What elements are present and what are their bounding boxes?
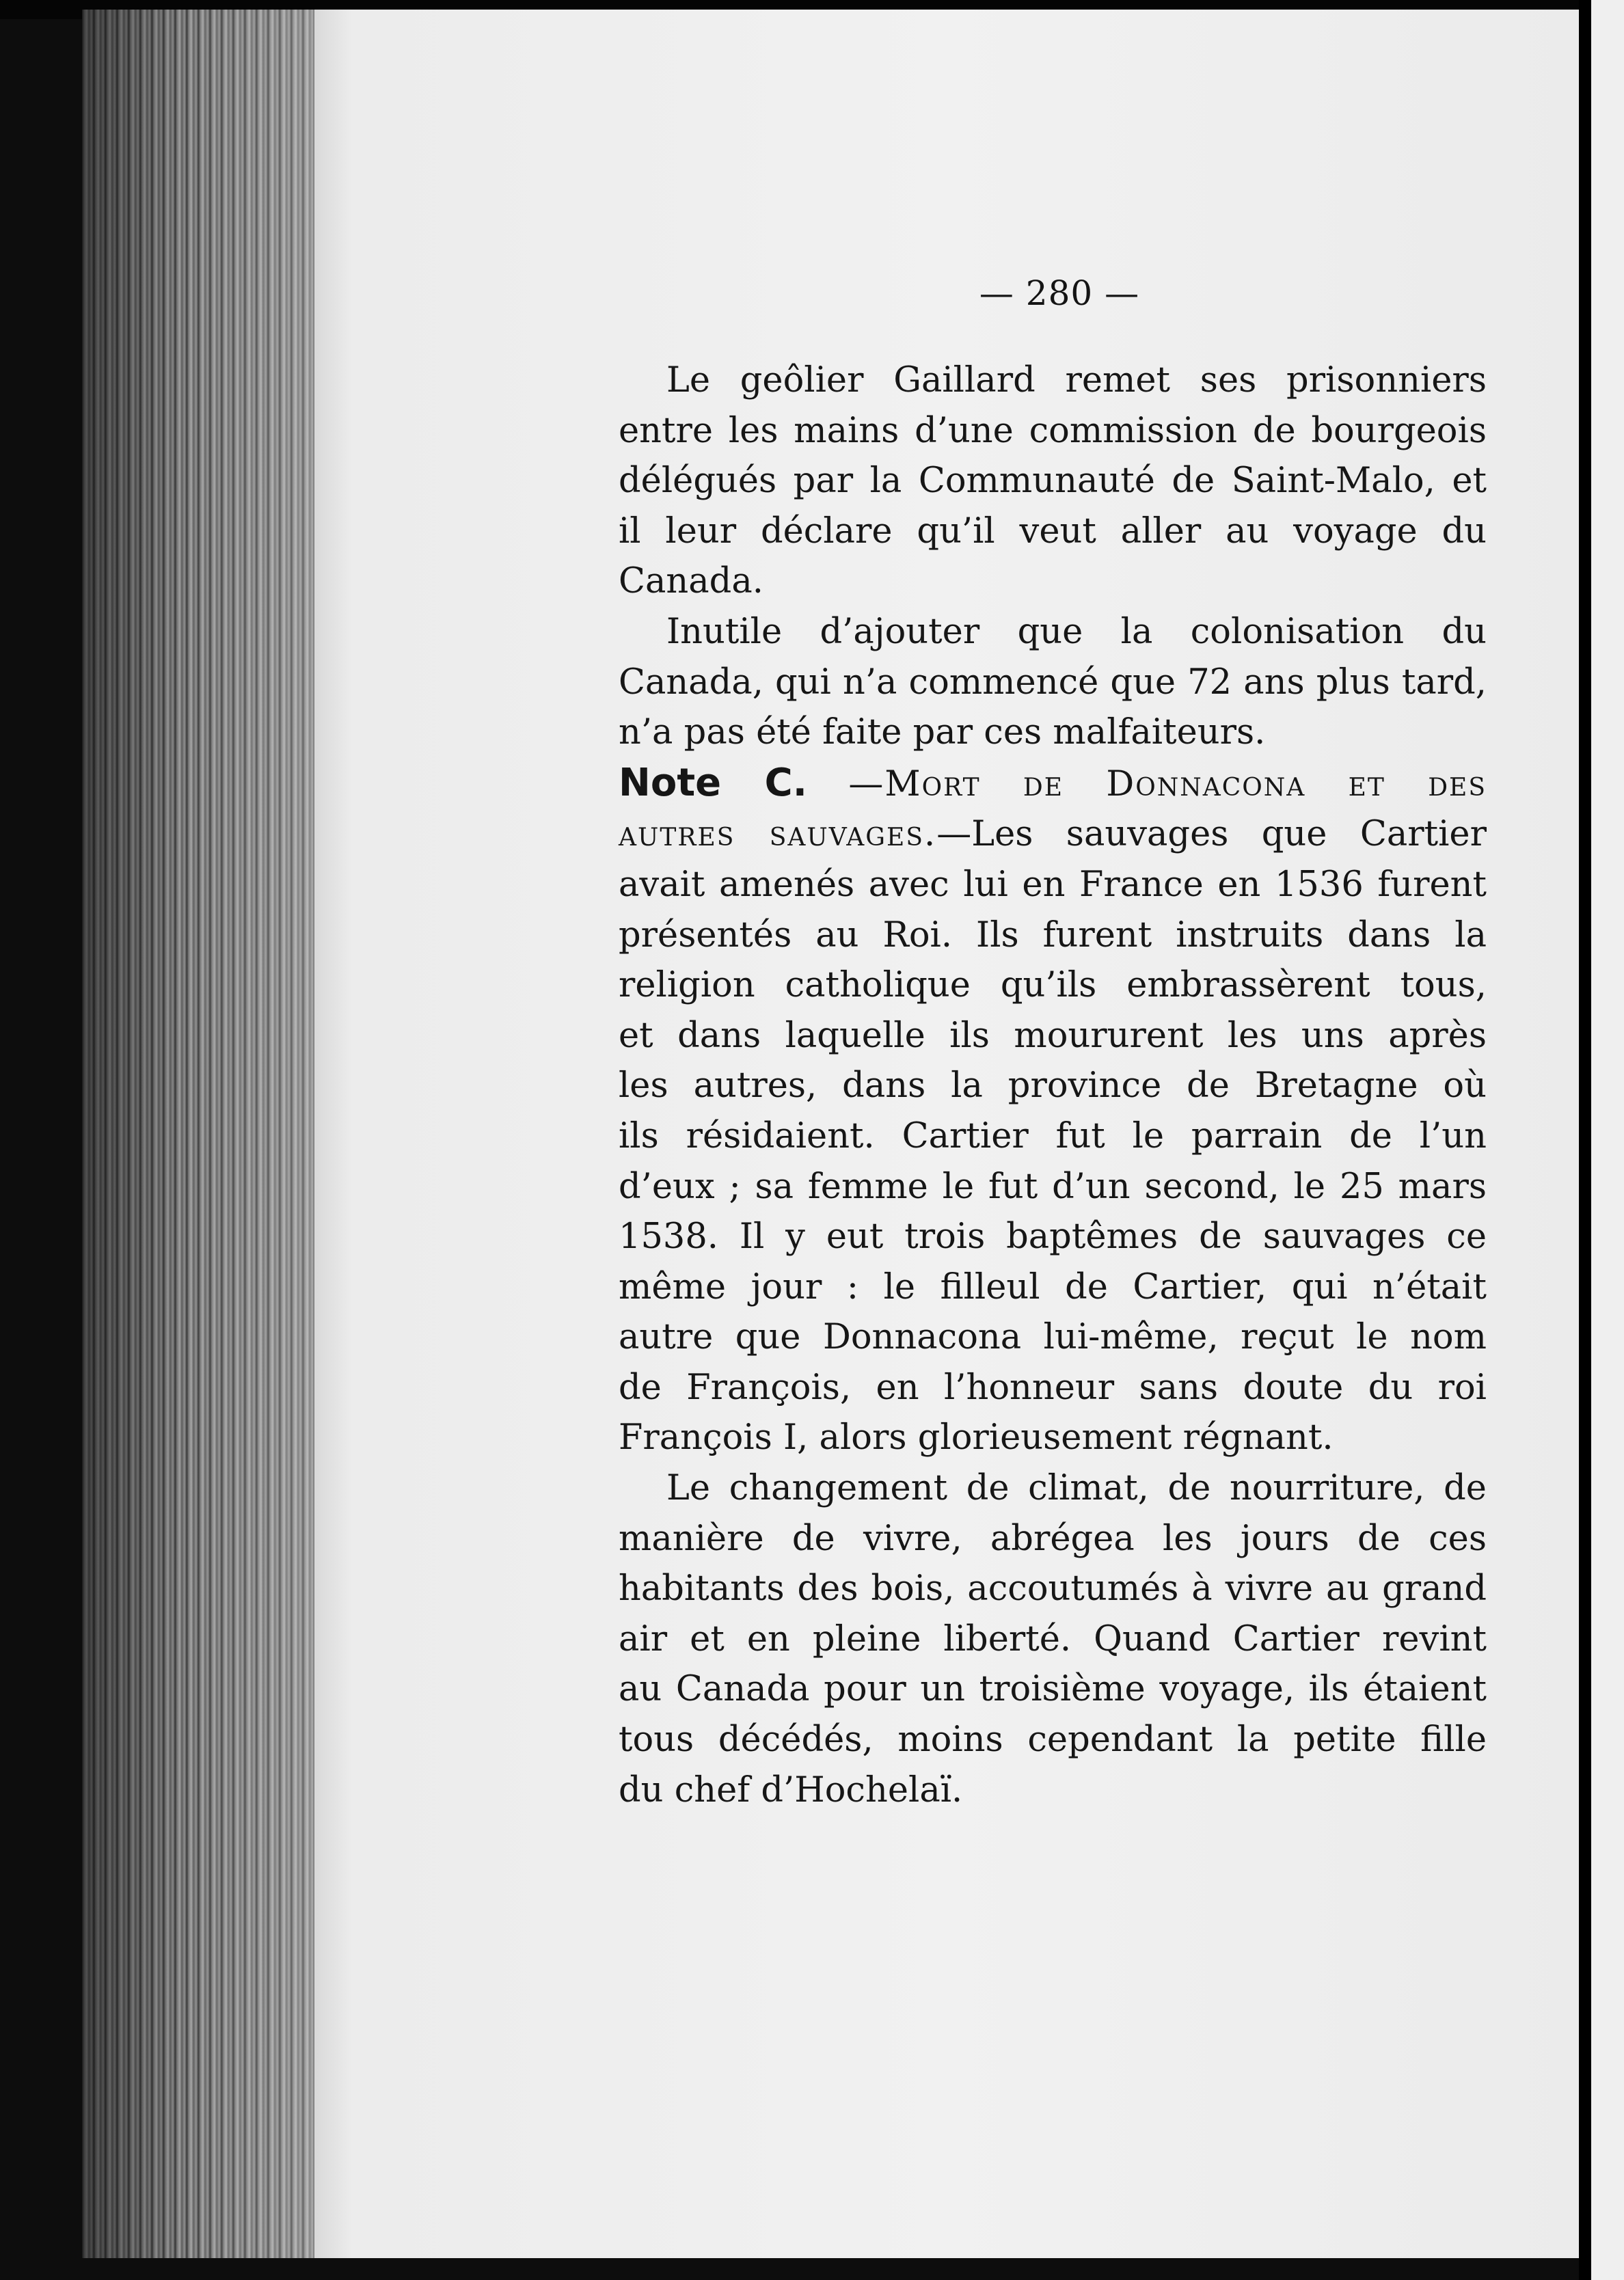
text-line: Le changement de climat, de nourriture, de <box>666 1468 1487 1509</box>
text-fragment: —Les sauvages que Cartier <box>936 814 1487 855</box>
text-line: au Canada pour un troisième voyage, ils étaient <box>619 1669 1487 1710</box>
note-title: —Mort de Donnacona et des <box>848 763 1487 804</box>
paragraph-1 <box>619 355 1487 607</box>
text-line: présentés au Roi. Ils furent instruits dans la <box>619 914 1487 955</box>
text-line: habitants des bois, accoutumés à vivre au grand <box>619 1569 1487 1610</box>
note-title-continued: autres sauvages. <box>619 814 937 855</box>
text-line: Canada, qui n’a commencé que 72 ans plus tard, <box>619 662 1487 703</box>
text-line: avait amenés avec lui en France en 1536 furent <box>619 864 1487 905</box>
note-label: Note C. <box>619 760 808 805</box>
text-line: Le geôlier Gaillard remet ses prisonniers <box>666 360 1487 401</box>
text-line: Canada. <box>619 561 763 602</box>
text-line: et dans laquelle ils moururent les uns après <box>619 1015 1487 1056</box>
text-line: de François, en l’honneur sans doute du roi <box>619 1367 1487 1408</box>
scan-border-right <box>1579 0 1591 2280</box>
text-line: autre que Donnacona lui-même, reçut le nom <box>619 1317 1487 1358</box>
text-line: entre les mains d’une commission de bourgeois <box>619 410 1487 451</box>
text-line: d’eux ; sa femme le fut d’un second, le 25 mars <box>619 1166 1487 1207</box>
text-line: les autres, dans la province de Bretagne où <box>619 1066 1487 1107</box>
text-line: ils résidaient. Cartier fut le parrain de l’un <box>619 1115 1487 1156</box>
book-page-edges <box>82 10 314 2258</box>
text-line: même jour : le filleul de Cartier, qui n’était <box>619 1266 1487 1307</box>
text-line: délégués par la Communauté de Saint-Malo, et <box>619 461 1487 502</box>
paragraph-2 <box>619 607 1487 758</box>
text-line: manière de vivre, abrégea les jours de ces <box>619 1518 1487 1559</box>
text-line: tous décédés, moins cependant la petite fille <box>619 1720 1487 1761</box>
text-line: 1538. Il y eut trois baptêmes de sauvages ce <box>619 1217 1487 1258</box>
text-line: n’a pas été faite par ces malfaiteurs. <box>619 712 1266 753</box>
paragraph-4 <box>619 1463 1487 1815</box>
text-line: il leur déclare qu’il veut aller au voyage du <box>619 511 1487 552</box>
text-line: religion catholique qu’ils embrassèrent tous, <box>619 965 1487 1006</box>
text-line: François I, alors glorieusement régnant. <box>619 1417 1334 1458</box>
note-c-paragraph <box>619 758 1487 1463</box>
text-line: Inutile d’ajouter que la colonisation du <box>666 611 1487 652</box>
note-heading-line-2 <box>619 809 1487 860</box>
note-heading-line <box>619 758 1487 810</box>
page-body <box>619 355 1487 1815</box>
text-line: du chef d’Hochelaï. <box>619 1769 963 1810</box>
text-line: air et en pleine liberté. Quand Cartier revint <box>619 1618 1487 1659</box>
page-number: — 280 — <box>979 273 1140 313</box>
facing-page-edge <box>1591 0 1624 2280</box>
